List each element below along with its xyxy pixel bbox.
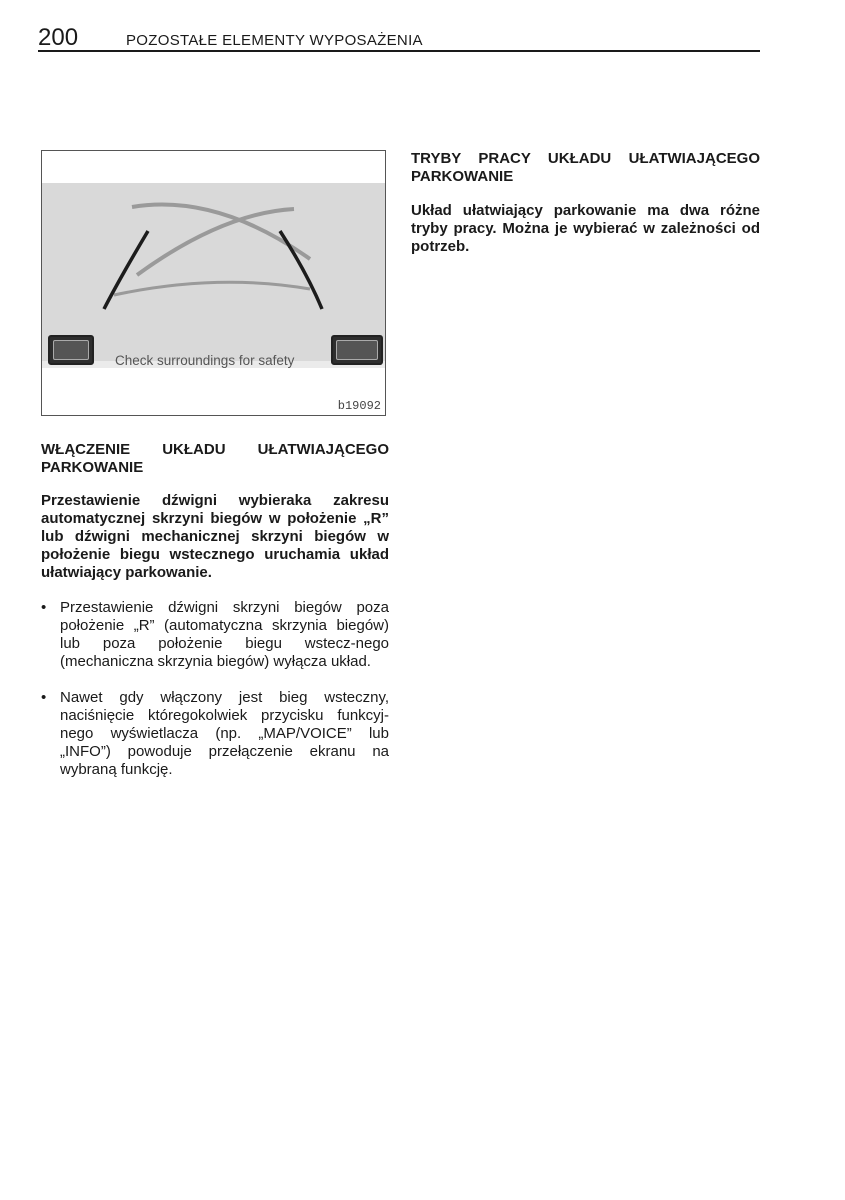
left-heading: WŁĄCZENIE UKŁADU UŁATWIAJĄCEGO PARKOWANIE: [41, 441, 389, 476]
left-intro: Przestawienie dźwigni wybieraka zakresu automatycznej skrzyni biegów w położenie „R” lub dźwigni mechanicznej skrzyni biegów w położenie biegu wstecznego uruchamia układ ułatwiający parkowanie.: [41, 492, 389, 581]
screen-hint-text: Check surroundings for safety: [115, 353, 295, 368]
list-item: • Przestawienie dźwigni skrzyni biegów poza położenie „R” (automatyczna skrzynia biegów) lub poza położenie biegu wstecz-nego (mechaniczna skrzynia biegów) wyłącza układ.: [41, 599, 389, 671]
left-bullet-list: [41, 599, 389, 779]
parking-assist-figure: [41, 150, 386, 416]
camera-mode-button[interactable]: [48, 335, 94, 365]
guide-toggle-button[interactable]: [331, 335, 383, 365]
right-heading: TRYBY PRACY UKŁADU UŁATWIAJĄCEGO PARKOWANIE: [411, 150, 760, 185]
guide-curve-left: [132, 205, 310, 259]
guide-curve-right: [137, 209, 294, 275]
page-header: [38, 26, 760, 52]
list-item: • Nawet gdy włączony jest bieg wsteczny, naciśnięcie któregokolwiek przycisku funkcyj-nego wyświetlacza (np. „MAP/VOICE” lub „INFO”) powoduje przełączenie ekranu na wybraną funkcję.: [41, 689, 389, 779]
figure-code: b19092: [337, 399, 381, 413]
page-number: 200: [38, 24, 79, 51]
guide-side-right: [280, 231, 322, 309]
section-title: POZOSTAŁE ELEMENTY WYPOSAŻENIA: [126, 32, 423, 49]
left-column: [41, 441, 389, 779]
right-column: [411, 150, 760, 256]
right-intro: Układ ułatwiający parkowanie ma dwa różne tryby pracy. Można je wybierać w zależności od potrzeb.: [411, 202, 760, 255]
camera-mode-icon: [53, 340, 89, 360]
guide-outer-arc: [114, 282, 310, 295]
guide-toggle-icon: [336, 340, 378, 360]
